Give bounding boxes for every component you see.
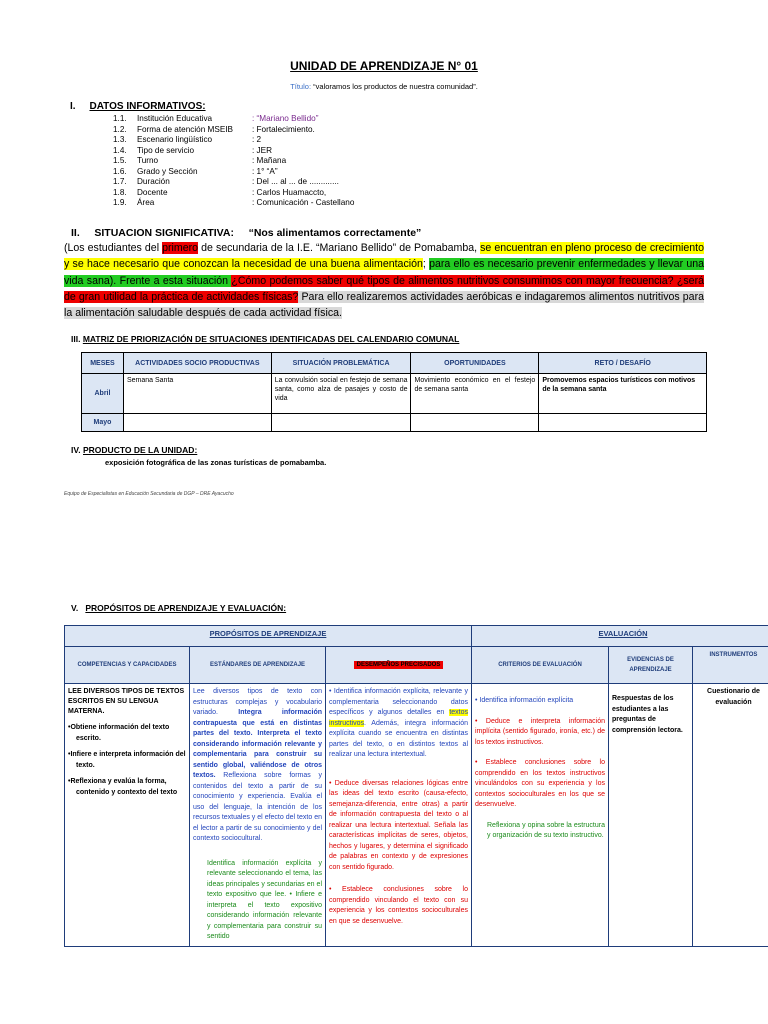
instruments-cell: Cuestionario de evaluación [693,684,768,947]
info-label: Forma de atención MSEIB [137,124,234,134]
info-value: : Fortalecimiento. [252,124,315,134]
info-value: : 2 [252,135,262,144]
standard-text-part: Lee diversos tipos de texto con estructuras complejas y vocabulario variado. [193,688,322,716]
info-label: Tipo de servicio [137,145,195,155]
competencies-cell [65,684,190,947]
section-5-heading [71,603,286,613]
para-text: de secundaria de la I.E. “Mariano Bellido” de Pomabamba, [198,242,481,254]
para-highlight-red: primero [162,242,199,254]
matrix-month: Mayo [82,414,124,432]
section-4-title: PRODUCTO DE LA UNIDAD: [83,445,198,455]
section-3-heading [71,334,459,344]
competency-title: LEE DIVERSOS TIPOS DE TEXTOS ESCRITOS EN SU LENGUA MATERNA. [68,688,185,715]
subheader-performances [326,647,472,684]
section-2-heading [71,227,421,239]
standard-text [193,687,322,845]
section-1-number: I. [70,101,76,112]
purposes-subheader-row [65,647,768,684]
section-4-heading [71,445,197,455]
matrix-cell [123,414,271,432]
para-highlight-green: para ello es necesario prevenir enfermedades y llevar una vida sana). [64,258,704,287]
page-title: UNIDAD DE APRENDIZAJE N° 01 [290,59,478,73]
standard-text: Identifica información explícita y relevante seleccionando el tema, las ideas principales y secundarias en el texto expositivo que lee. • Infiere e interpreta el texto expositivo considerando información relevante y complementaria para construir su sentido [207,859,322,940]
purposes-header: PROPÓSITOS DE APRENDIZAJE [65,626,472,647]
criterion-item: Reflexiona y opina sobre la estructura y organización de su texto instructivo. [487,821,605,839]
info-label: Docente [137,187,168,197]
section-2-number: II. [71,227,80,239]
matrix-header: OPORTUNIDADES [411,353,539,374]
matrix-cell [411,414,539,432]
para-highlight-yellow: se encuentran en pleno proceso de crecimiento y se hace necesario que conozcan la necesidad de una buena alimentación [64,242,705,271]
info-label: Duración [137,177,170,186]
info-num: 1.5. [113,156,127,165]
matrix-header: ACTIVIDADES SOCIO PRODUCTIVAS [123,353,271,374]
section-5-number: V. [71,603,79,613]
performances-cell [326,684,472,947]
table-row [65,684,768,947]
criteria-cell [472,684,609,947]
performance-item: • Deduce diversas relaciones lógicas entre las ideas del texto escrito (causa-efecto, semejanza-diferencia, entre otras) a partir de información contrapuesta del texto o al realizar una lectura intertextual. Señala las características implícitas de seres, objetos, hechos y lugares, y determina el significado de palabras en contexto y de expresiones con sentido figurado. [329,779,468,871]
info-num: 1.4. [113,145,127,155]
matrix-cell [271,414,411,432]
performance-item: • Establece conclusiones sobre lo comprendido vinculando el texto con su experiencia y los contextos socioculturales en que se desenvuelve. [329,886,468,925]
info-value: : JER [252,145,273,155]
subheader-performances-label: DESEMPEÑOS PRECISADOS [354,661,444,669]
standard-text-part: Integra información contrapuesta que está en distintas partes del texto. Interpreta el texto considerando información relevante y complementaria para construir su sentido global, valiéndose de otros textos. [193,709,322,779]
info-row [113,167,354,178]
info-row [113,177,354,188]
section-3-title: MATRIZ DE PRIORIZACIÓN DE SITUACIONES IDENTIFICADAS DEL CALENDARIO COMUNAL [82,334,460,344]
matrix-cell [539,414,707,432]
para-text: (Los estudiantes del [64,242,163,254]
matrix-header: MESES [82,353,124,374]
performance-item [329,687,468,761]
priority-matrix-table [81,352,707,432]
info-row [113,135,354,146]
info-row [113,198,354,209]
info-list [113,114,354,209]
subtitle-label: Título: [290,82,312,91]
subheader-criteria: CRITERIOS DE EVALUACIÓN [472,647,609,684]
info-num: 1.3. [113,135,127,144]
evidence-cell: Respuestas de los estudiantes a las preguntas de comprensión lectora. [609,684,693,947]
info-row [113,188,354,199]
info-num: 1.8. [113,187,127,197]
table-row [82,414,707,432]
info-row [113,125,354,136]
section-1-heading [70,101,206,112]
section-4-number: IV. [71,445,81,455]
standards-cell [190,684,326,947]
subheader-instruments: INSTRUMENTOS [693,647,768,684]
info-value: : “Mariano Bellido” [252,114,319,123]
performance-text: • Identifica información explícita, relevante y complementaria seleccionando datos específicos y algunos detalles en [329,688,468,716]
criterion-item: • Establece conclusiones sobre lo comprendido en los textos instructivos vinculándolos con su experiencia y los contextos socioculturales en los que se desenvuelve. [475,759,605,808]
subtitle-text: “valoramos los productos de nuestra comunidad”. [313,82,478,91]
matrix-cell: Movimiento económico en el festejo de semana santa [411,374,539,414]
matrix-header-row [82,353,707,374]
capacity-item: •Reflexiona y evalúa la forma, contenido y contexto del texto [68,778,178,796]
section-3-number: III. [71,334,81,344]
matrix-cell: La convulsión social en festejo de semana santa, como alza de pasajes y costo de vida [271,374,411,414]
para-text: ; [422,258,430,271]
info-value: : Comunicación - Castellano [252,198,355,207]
info-num: 1.2. [113,124,127,134]
para-highlight-gray: Para ello realizaremos actividades aeróbicas e indagaremos alimentos nutritivos para la alimentación saludable después de cada actividad física. [64,290,704,320]
criterion-item: • Deduce e interpreta información implícita (sentido figurado, ironía, etc.) de los textos instructivos. [475,717,605,746]
subheader-evidence: EVIDENCIAS DE APRENDIZAJE [609,647,693,684]
matrix-header: RETO / DESAFÍO [539,353,707,374]
para-highlight-green: Frente a esta situación [116,274,232,287]
info-label: Turno [137,156,159,165]
info-value: : Del ... al ... de ............. [252,177,339,186]
section-5-title: PROPÓSITOS DE APRENDIZAJE Y EVALUACIÓN: [85,603,287,613]
table-row [82,374,707,414]
significant-situation-paragraph [64,240,704,321]
footer-credit: Equipo de Especialistas en Educación Secundaria de DGP – DRE Ayacucho [64,491,234,497]
section-2-quote: “Nos alimentamos correctamente” [248,227,422,239]
matrix-month: Abril [82,374,124,414]
evaluation-header: EVALUACIÓN [472,626,768,647]
section-2-title: SITUACION SIGNIFICATIVA: [94,227,234,239]
info-value: : Mañana [252,156,287,165]
info-label: Escenario lingüístico [137,135,213,144]
capacity-item: •Infiere e interpreta información del texto. [68,751,186,769]
info-value: : 1° “A” [252,166,278,176]
unit-subtitle [0,82,768,91]
info-num: 1.7. [113,177,127,186]
matrix-header: SITUACIÓN PROBLEMÁTICA [271,353,411,374]
para-highlight-red: ¿Cómo podemos saber qué tipos de alimentos nutritivos consumimos con mayor frecuencia? ¿será de gran utilidad la práctica de actividades físicas? [64,274,704,303]
info-num: 1.6. [113,166,127,176]
info-num: 1.9. [113,198,127,207]
info-value: : Carlos Huamaccto, [252,187,327,197]
info-label: Área [137,198,155,207]
info-label: Institución Educativa [137,114,213,123]
info-row [113,156,354,167]
capacity-item: •Obtiene información del texto escrito. [68,724,170,742]
matrix-cell: Promovemos espacios turísticos con motivos de la semana santa [539,374,707,414]
section-1-title: DATOS INFORMATIVOS: [89,101,206,112]
info-row [113,146,354,157]
performance-text: . Además, integra información explícita cuando se encuentra en distintas partes del texto, o en distintos textos al realizar una lectura intertextual. [329,719,468,758]
criterion-item: • Identifica información explícita [475,697,574,704]
performance-highlight: textos instructivos [329,709,468,727]
info-row [113,114,354,125]
subheader-standards: ESTÁNDARES DE APRENDIZAJE [190,647,326,684]
unit-product: exposición fotográfica de las zonas turísticas de pomabamba. [105,458,327,467]
standard-text-part: Reflexiona sobre formas y contenidos del texto a partir de su conocimiento y experiencia. Evalúa el uso del lenguaje, la intención de los recursos textuales y el efecto del texto en el lector a partir de su conocimiento y del contexto sociocultural. [193,772,322,842]
info-label: Grado y Sección [137,166,198,176]
subheader-competencies: COMPETENCIAS Y CAPACIDADES [65,647,190,684]
matrix-cell: Semana Santa [123,374,271,414]
purposes-header-row [65,626,768,647]
info-num: 1.1. [113,114,127,123]
purposes-table [64,625,768,947]
